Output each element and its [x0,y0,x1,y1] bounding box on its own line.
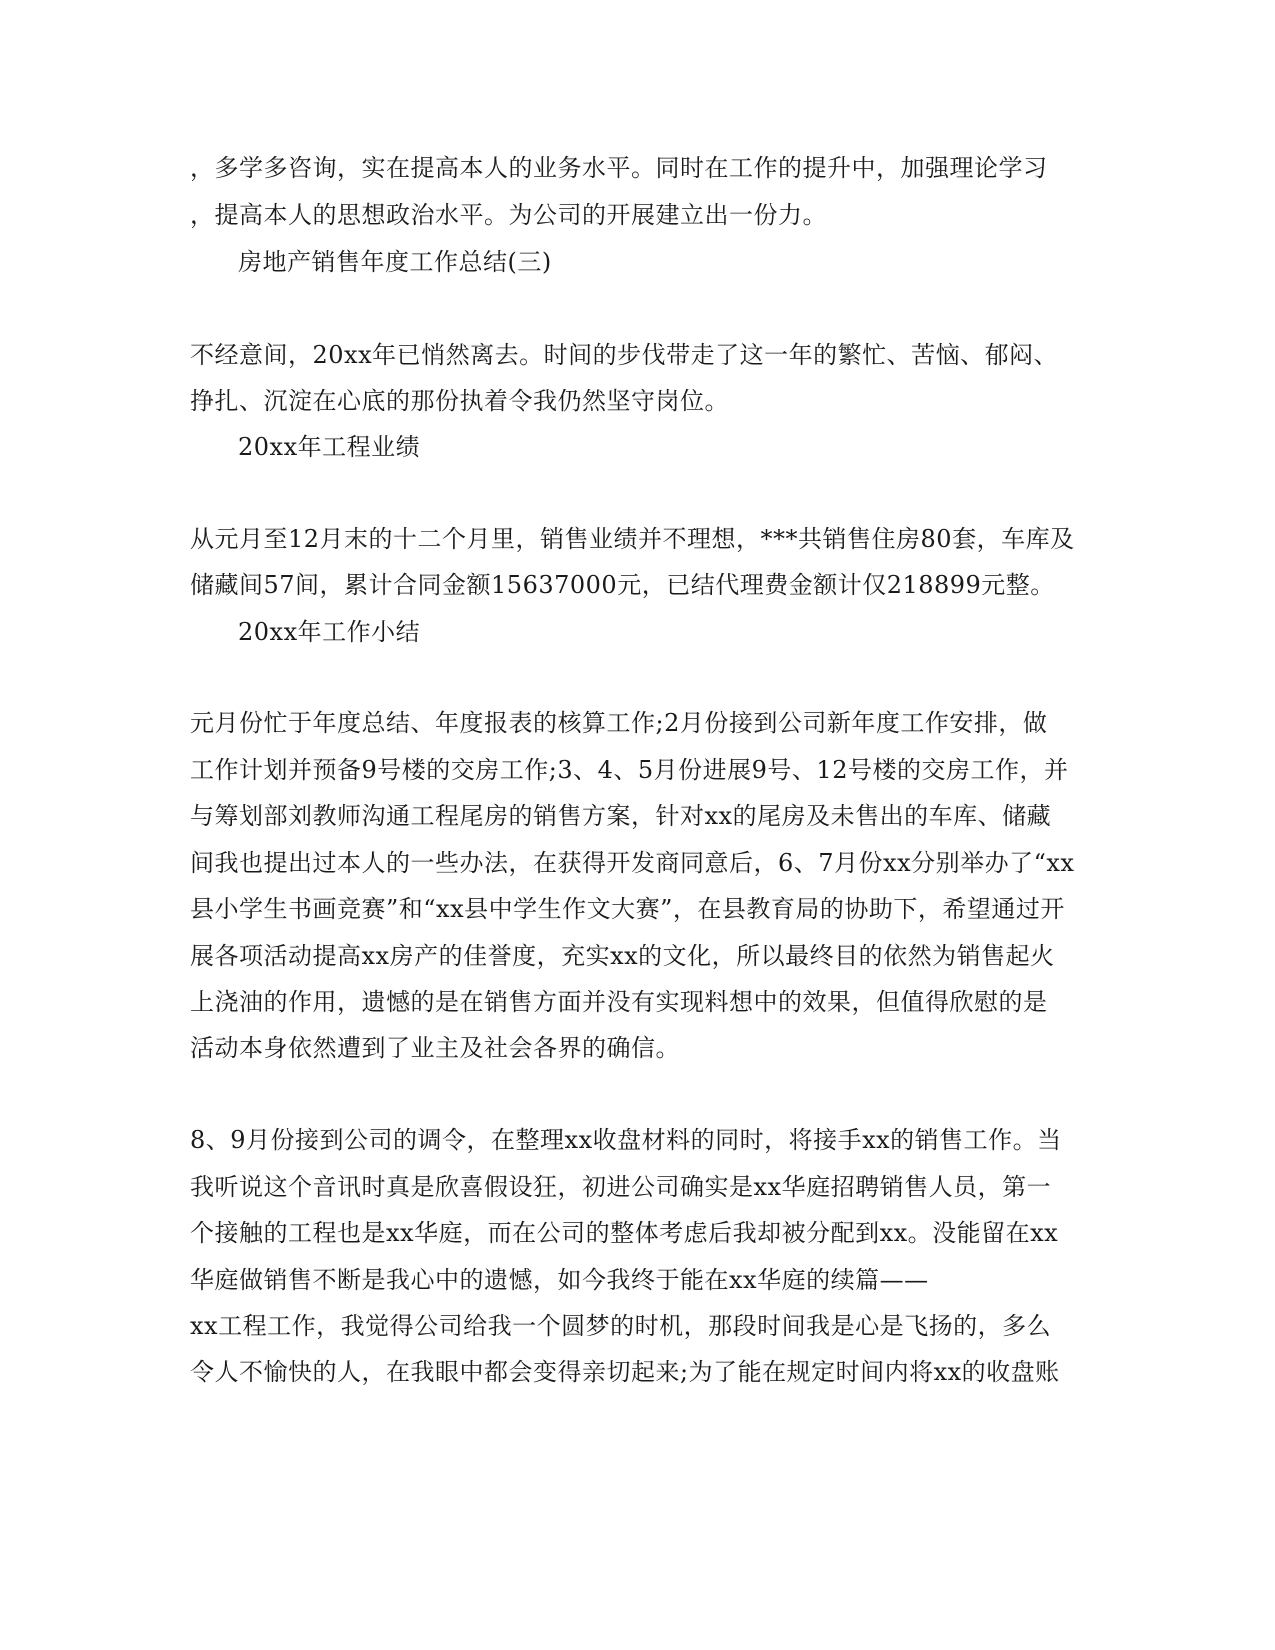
section-heading-summary-3: 房地产销售年度工作总结(三) [238,248,552,276]
paragraph-line-7: 从元月至12月末的十二个月里，销售业绩并不理想，***共销售住房80套，车库及 [190,525,1075,553]
section-heading-work-summary: 20xx年工作小结 [238,618,421,646]
paragraph-line-12: 与筹划部刘教师沟通工程尾房的销售方案，针对xx的尾房及未售出的车库、储藏 [190,802,1052,830]
paragraph-line-21: 华庭做销售不断是我心中的遗憾，如今我终于能在xx华庭的续篇—— [190,1266,929,1294]
paragraph-line-14: 县小学生书画竞赛”和“xx县中学生作文大赛”，在县教育局的协助下，希望通过开 [190,895,1065,923]
paragraph-line-13: 间我也提出过本人的一些办法，在获得开发商同意后，6、7月份xx分别举办了“xx [190,849,1075,877]
paragraph-line-22: xx工程工作，我觉得公司给我一个圆梦的时机，那段时间我是心是飞扬的，多么 [190,1312,1052,1340]
paragraph-line-10: 元月份忙于年度总结、年度报表的核算工作;2月份接到公司新年度工作安排，做 [190,709,1048,737]
paragraph-line-23: 令人不愉快的人，在我眼中都会变得亲切起来;为了能在规定时间内将xx的收盘账 [190,1358,1060,1386]
paragraph-line-8: 储藏间57间，累计合同金额15637000元，已结代理费金额计仅218899元整。 [190,571,1055,599]
paragraph-line-20: 个接触的工程也是xx华庭，而在公司的整体考虑后我却被分配到xx。没能留在xx [190,1219,1059,1247]
paragraph-line-1: ，多学多咨询，实在提高本人的业务水平。同时在工作的提升中，加强理论学习 [190,154,1048,182]
paragraph-line-17: 活动本身依然遭到了业主及社会各界的确信。 [190,1034,680,1062]
paragraph-line-18: 8、9月份接到公司的调令，在整理xx收盘材料的同时，将接手xx的销售工作。当 [190,1126,1062,1154]
paragraph-line-4: 不经意间，20xx年已悄然离去。时间的步伐带走了这一年的繁忙、苦恼、郁闷、 [190,341,1059,369]
paragraph-line-2: ，提高本人的思想政治水平。为公司的开展建立出一份力。 [190,201,827,229]
section-heading-project-performance: 20xx年工程业绩 [238,433,421,461]
paragraph-line-19: 我听说这个音讯时真是欣喜假设狂，初进公司确实是xx华庭招聘销售人员，第一 [190,1173,1052,1201]
paragraph-line-11: 工作计划并预备9号楼的交房工作;3、4、5月份进展9号、12号楼的交房工作，并 [190,756,1069,784]
paragraph-line-15: 展各项活动提高xx房产的佳誉度，充实xx的文化，所以最终目的依然为销售起火 [190,942,1055,970]
paragraph-line-16: 上浇油的作用，遗憾的是在销售方面并没有实现料想中的效果，但值得欣慰的是 [190,988,1048,1016]
paragraph-line-5: 挣扎、沉淀在心底的那份执着令我仍然坚守岗位。 [190,387,729,415]
